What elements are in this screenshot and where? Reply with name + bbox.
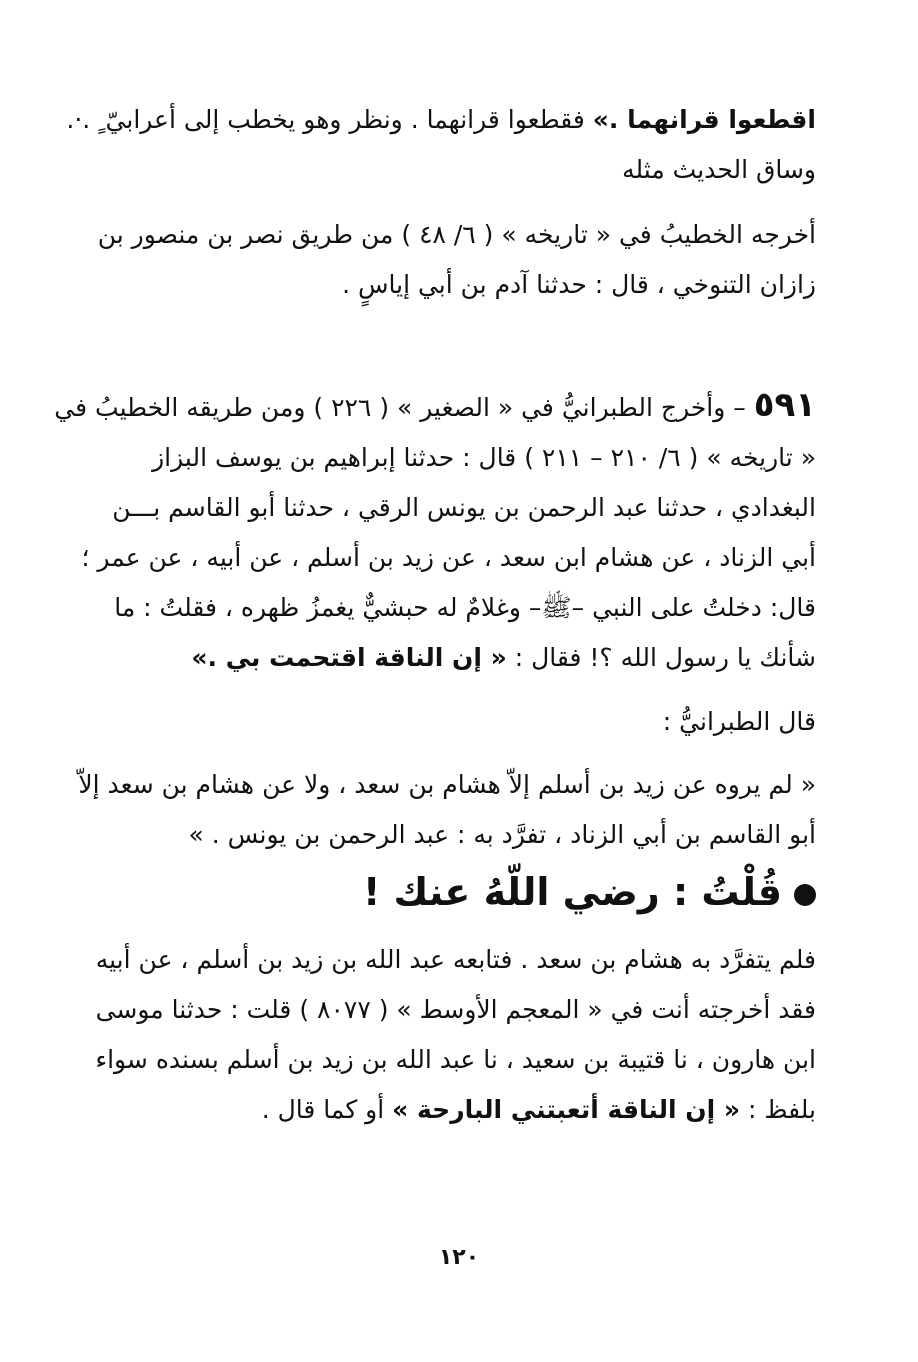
text-line bbox=[66, 95, 816, 145]
hadith-number: ٥٩١ bbox=[753, 385, 816, 425]
text-span: أو كما قال . bbox=[261, 1095, 393, 1124]
text-line: ابن هارون ، نا قتيبة بن سعيد ، نا عبد الله بن زيد بن أسلم بسنده سواء bbox=[95, 1045, 816, 1074]
text-line: « تاريخه » ( ٦/ ٢١٠ – ٢١١ ) قال : حدثنا إبراهيم بن يوسف البزاز bbox=[152, 443, 816, 472]
hadith-paragraph bbox=[54, 380, 816, 683]
text-line: زازان التنوخي ، قال : حدثنا آدم بن أبي إياسٍ . bbox=[342, 270, 816, 299]
text-line: قال: دخلتُ على النبي –ﷺ– وغلامٌ له حبشيٌّ يغمزُ ظهره ، فقلتُ : ما bbox=[114, 593, 816, 622]
page-number: ١٢٠ bbox=[438, 1245, 480, 1270]
text-line: أبو القاسم بن أبي الزناد ، تفرَّد به : عبد الرحمن بن يونس . » bbox=[188, 820, 816, 849]
continued-hadith-text bbox=[66, 95, 816, 195]
text-span: شأنك يا رسول الله ؟! فقال : bbox=[506, 643, 816, 672]
heading-text: قُلْتُ : رضي اللّهُ عنك ! bbox=[362, 870, 782, 914]
response-paragraph bbox=[88, 935, 816, 1135]
text-span: فقطعوا قرانهما . ونظر وهو يخطب إلى أعرابيّ ٍ .·. bbox=[66, 105, 593, 134]
text-line: أخرجه الخطيبُ في « تاريخه » ( ٦/ ٤٨ ) من طريق نصر بن منصور بن bbox=[97, 220, 816, 249]
text-line: وساق الحديث مثله bbox=[622, 155, 816, 184]
text-line: « لم يروه عن زيد بن أسلم إلاّ هشام بن سعد ، ولا عن هشام بن سعد إلاّ bbox=[78, 770, 816, 799]
text-line: فلم يتفرَّد به هشام بن سعد . فتابعه عبد الله بن زيد بن أسلم ، عن أبيه bbox=[95, 945, 816, 974]
hadith-quote: اقطعوا قرانهما .» bbox=[592, 105, 816, 134]
text-line: فقد أخرجته أنت في « المعجم الأوسط » ( ٨٠٧٧ ) قلت : حدثنا موسى bbox=[95, 995, 816, 1024]
tabarani-quote bbox=[78, 760, 816, 860]
text-line bbox=[88, 633, 816, 683]
hadith-quote: « إن الناقة أتعبتني البارحة » bbox=[392, 1095, 741, 1124]
section-heading bbox=[362, 862, 816, 922]
tabarani-comment bbox=[88, 697, 816, 747]
takhrij-paragraph bbox=[88, 210, 816, 310]
text-line bbox=[88, 1085, 816, 1135]
text-span: – وأخرج الطبرانيُّ في « الصغير » ( ٢٢٦ ) ومن طريقه الخطيبُ في bbox=[54, 393, 754, 422]
comment-label: قال الطبرانيُّ : bbox=[662, 707, 816, 736]
text-line bbox=[54, 380, 816, 433]
bullet-icon bbox=[794, 884, 816, 906]
hadith-quote: « إن الناقة اقتحمت بي .» bbox=[191, 643, 507, 672]
text-line: أبي الزناد ، عن هشام ابن سعد ، عن زيد بن أسلم ، عن أبيه ، عن عمر ؛ bbox=[81, 543, 816, 572]
text-span: بلفظ : bbox=[740, 1095, 816, 1124]
text-line: البغدادي ، حدثنا عبد الرحمن بن يونس الرقي ، حدثنا أبو القاسم بـــن bbox=[112, 493, 816, 522]
